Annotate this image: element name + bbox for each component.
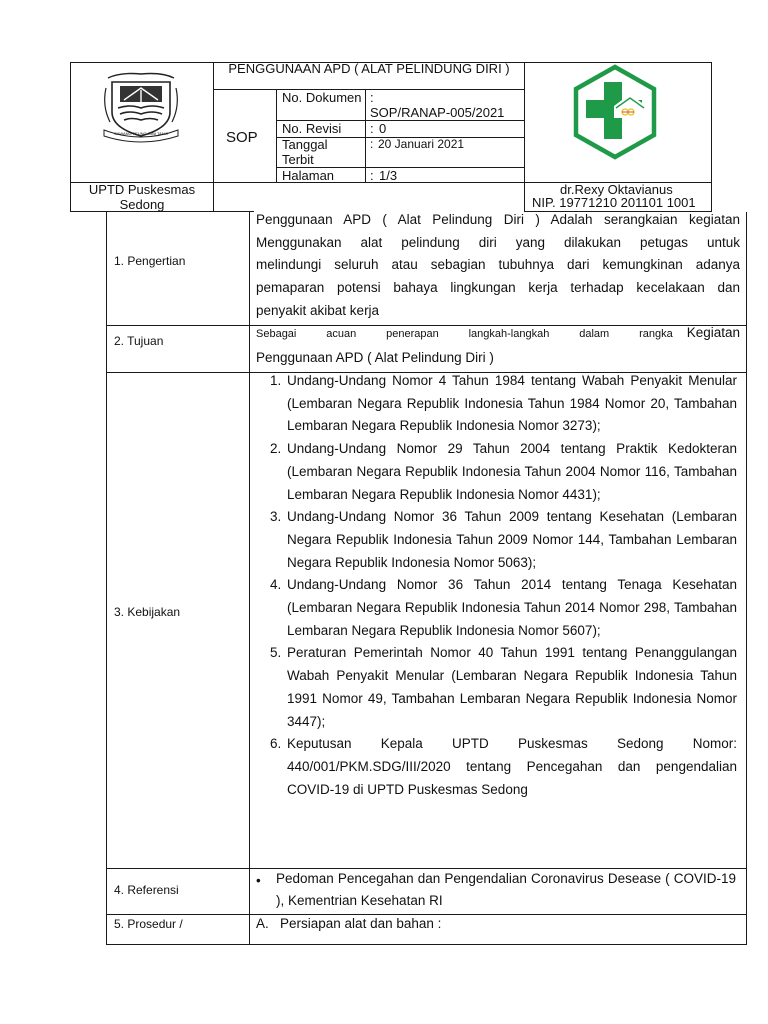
puskesmas-logo <box>572 64 658 160</box>
tujuan-line-1: Sebagai acuan penerapan langkah-langkah dalam rangka <box>256 328 673 340</box>
kebijakan-item: 4. Undang-Undang Nomor 36 Tahun 2014 tentang Tenaga Kesehatan (Lembaran Negara Republik Indonesia Tahun 2014 Nomor 298, Tambahan Lembaran Negara Republik Indonesia Nomor 5607); <box>285 574 737 642</box>
section-label-tujuan: 2. Tujuan <box>114 334 164 348</box>
section-label-referensi: 4. Referensi <box>114 883 179 897</box>
pengertian-line-3: melindungi seluruh atau sebagian tubuhnya dari kemungkinan adanya <box>256 257 740 273</box>
sop-label: SOP <box>226 129 258 146</box>
document-title: PENGGUNAAN APD ( ALAT PELINDUNG DIRI ) <box>228 61 510 76</box>
pengertian-line-1: Penggunaan APD ( Alat Pelindung Diri ) Adalah serangkaian kegiatan <box>256 212 740 227</box>
info-label-halaman: Halaman <box>282 168 335 183</box>
pengertian-line-2: Menggunakan alat pelindung diri yang dilakukan petugas untuk <box>256 234 740 250</box>
section-label-prosedur: 5. Prosedur / <box>114 917 183 931</box>
prosedur-text: A. Persiapan alat dan bahan : <box>256 916 442 931</box>
signer-name: dr.Rexy Oktavianus <box>560 182 673 197</box>
info-label-no-dokumen: No. Dokumen <box>282 90 362 105</box>
kebijakan-list <box>255 370 737 801</box>
info-label-no-revisi: No. Revisi <box>282 121 342 136</box>
pengertian-text <box>256 209 740 323</box>
referensi-bullet: • <box>256 873 261 888</box>
signer-nip: NIP. 19771210 201101 1001 <box>532 195 696 210</box>
pengertian-line-4: pemaparan potensi bahaya lingkungan kerja terhadap kecelakaan dan <box>256 280 740 296</box>
info-label-tanggal-terbit: Tanggal Terbit <box>282 137 328 167</box>
kebijakan-item: 3. Undang-Undang Nomor 36 Tahun 2009 tentang Kesehatan (Lembaran Negara Republik Indonesia Tahun 2009 Nomor 144, Tambahan Lembaran Negara Republik Indonesia Nomor 5063); <box>285 506 737 574</box>
info-value-halaman: 1/3 <box>379 168 398 183</box>
info-colon-tanggal-terbit: : <box>370 137 374 151</box>
kebijakan-item: 5. Peraturan Pemerintah Nomor 40 Tahun 1991 tentang Penanggulangan Wabah Penyakit Menular (Lembaran Negara Republik Indonesia Tahun 1991 Nomor 49, Tambahan Lembaran Negara Republik Indonesia Nomor 3447); <box>285 642 737 733</box>
section-label-kebijakan: 3. Kebijakan <box>114 605 181 619</box>
regency-crest-logo <box>100 70 182 144</box>
crest-caption: SAWANG TEUNG GINI TANJI <box>114 131 168 136</box>
pengertian-line-5: penyakit akibat kerja <box>256 302 380 318</box>
kebijakan-item: 1. Undang-Undang Nomor 4 Tahun 1984 tentang Wabah Penyakit Menular (Lembaran Negara Republik Indonesia Tahun 1984 Nomor 20, Tambahan Lembaran Negara Republik Indonesia Nomor 3273); <box>285 370 737 438</box>
info-colon-no-dokumen: : <box>370 90 374 105</box>
info-value-no-dokumen: SOP/RANAP-005/2021 <box>370 105 505 120</box>
info-colon-halaman: : <box>370 168 374 183</box>
info-value-no-revisi: 0 <box>379 121 387 136</box>
tujuan-line-2: Penggunaan APD ( Alat Pelindung Diri ) <box>256 350 494 365</box>
info-value-tanggal-terbit: 20 Januari 2021 <box>378 137 465 151</box>
section-label-pengertian: 1. Pengertian <box>114 254 186 268</box>
tujuan-line-1-end: Kegiatan <box>686 325 740 340</box>
kebijakan-item: 6. Keputusan Kepala UPTD Puskesmas Sedong Nomor: 440/001/PKM.SDG/III/2020 tentang Pencegahan dan pengendalian COVID-19 di UPTD Puskesmas Sedong <box>285 733 737 801</box>
org-name: UPTD Puskesmas Sedong <box>88 182 196 212</box>
kebijakan-item: 2. Undang-Undang Nomor 29 Tahun 2004 tentang Praktik Kedokteran (Lembaran Negara Republik Indonesia Tahun 2004 Nomor 116, Tambahan Lembaran Negara Republik Indonesia Nomor 4431); <box>285 438 737 506</box>
referensi-text: Pedoman Pencegahan dan Pengendalian Coronavirus Desease ( COVID-19 ), Kementrian Kesehatan RI <box>276 871 736 908</box>
tujuan-text <box>256 325 740 369</box>
info-colon-no-revisi: : <box>370 121 374 136</box>
